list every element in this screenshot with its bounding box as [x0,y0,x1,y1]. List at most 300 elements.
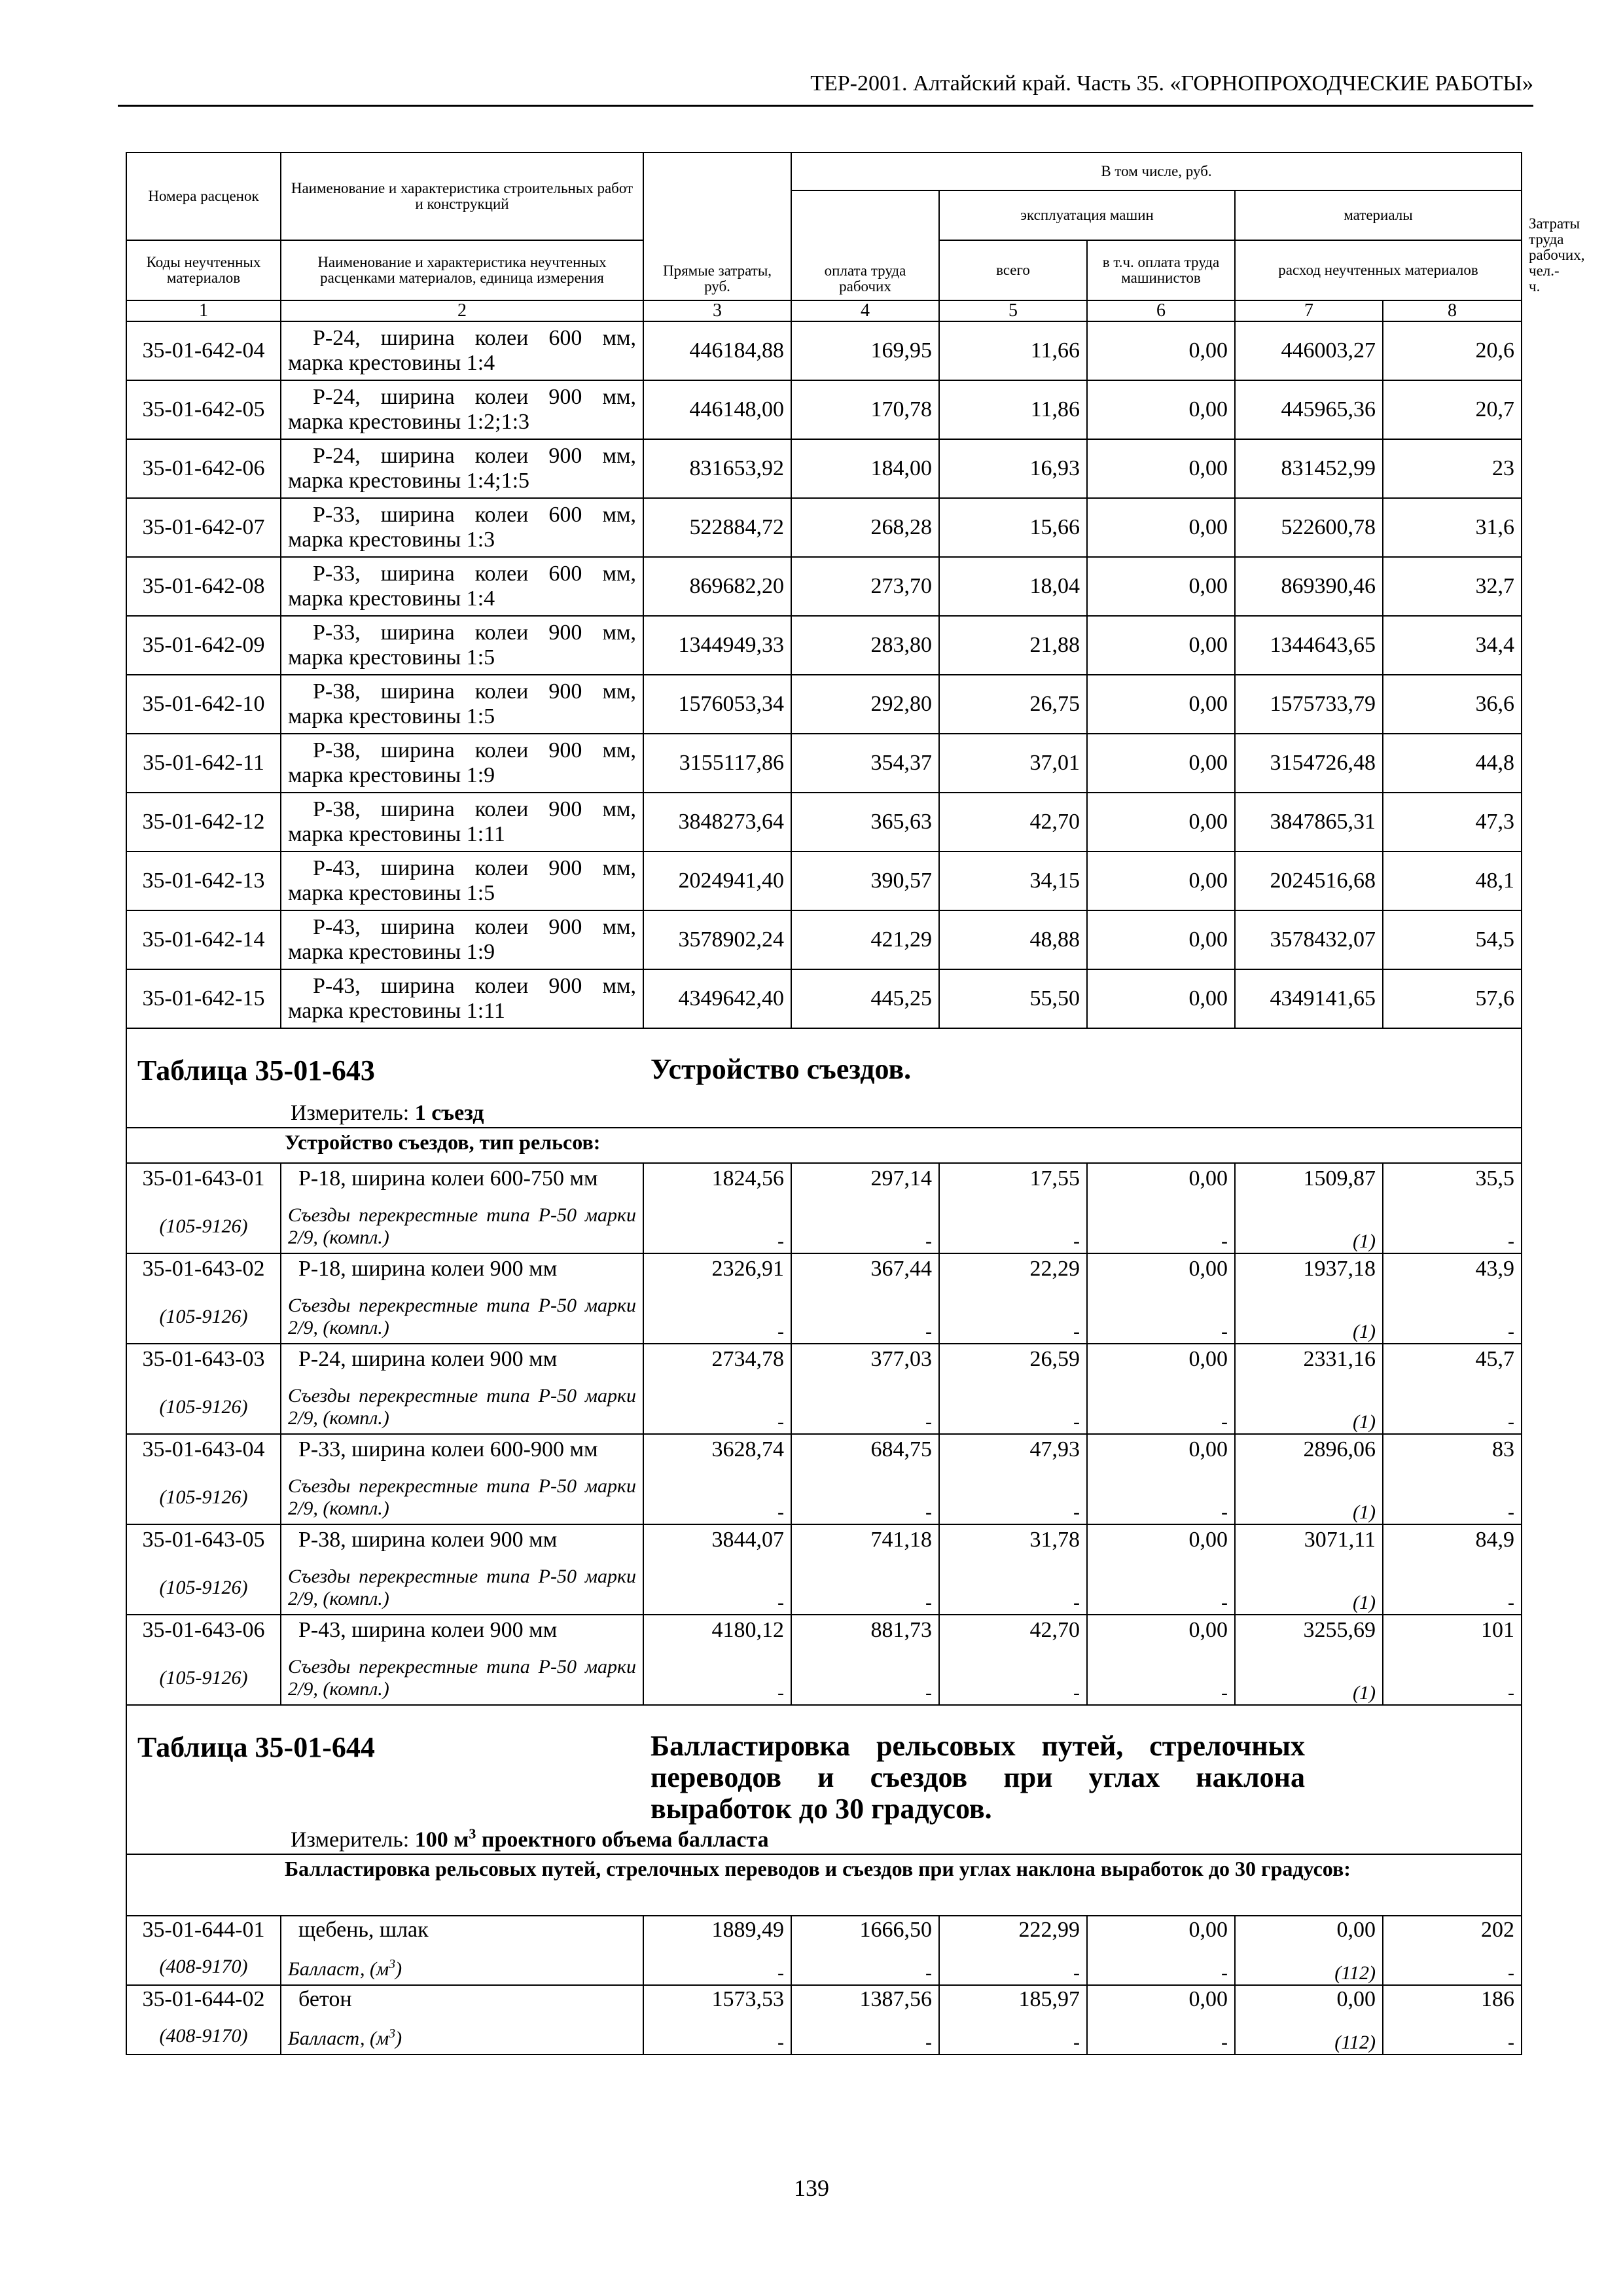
value-c6: 0,00 [1087,439,1235,498]
material-qty: (1) [1235,1562,1383,1615]
rate-code: 35-01-642-05 [126,380,281,439]
material-name: Съезды перекрестные типа Р-50 марки 2/9, (компл.) [281,1381,643,1434]
rate-code: 35-01-642-11 [126,734,281,793]
column-number: 2 [281,300,643,321]
value-c7: 3154726,48 [1235,734,1383,793]
value-c3: 446148,00 [643,380,791,439]
empty-cell: - [1383,2018,1522,2054]
empty-cell: - [939,2018,1087,2054]
unit-rest: проектного объема балласта [476,1827,769,1852]
value-c3: 3628,74 [643,1434,791,1471]
value-c3: 1344949,33 [643,616,791,675]
work-name: Р-33, ширина колеи 600-900 мм [281,1434,643,1471]
running-header: ТЕР-2001. Алтайский край. Часть 35. «ГОРНОПРОХОДЧЕСКИЕ РАБОТЫ» [118,71,1533,107]
col-machines-total-header: всего [939,240,1087,300]
work-name: Р-18, ширина колеи 600-750 мм [281,1163,643,1200]
unit-of-measure [291,1825,769,1852]
rate-code: 35-01-643-05 [126,1524,281,1562]
work-name-line2: марка крестовины 1:5 [288,881,495,905]
empty-cell: - [791,1652,939,1705]
value-c6: 0,00 [1087,557,1235,616]
work-name [281,321,643,380]
value-c5: 37,01 [939,734,1087,793]
work-name-line2: марка крестовины 1:11 [288,822,505,846]
material-qty: (1) [1235,1381,1383,1434]
work-name: Р-18, ширина колеи 900 мм [281,1253,643,1291]
work-name [281,498,643,557]
value-c7: 869390,46 [1235,557,1383,616]
value-c7: 3071,11 [1235,1524,1383,1562]
table-row [126,1253,1522,1291]
table-row [126,557,1522,616]
value-c3: 831653,92 [643,439,791,498]
value-c7: 0,00 [1235,1916,1383,1949]
value-c3: 1576053,34 [643,675,791,734]
subheading-spacer [126,1128,281,1163]
value-c8: 36,6 [1383,675,1522,734]
unit-value: 1 съезд [414,1101,484,1125]
work-name: бетон [281,1985,643,2018]
value-c8: 54,5 [1383,910,1522,969]
value-c5: 222,99 [939,1916,1087,1949]
table-title: Балластировка рельсовых путей, стрелочных переводов и съездов при углах наклона выработок до 30 градусов. [651,1730,1305,1825]
work-name-line2: марка крестовины 1:4 [288,586,495,611]
empty-cell: - [939,1652,1087,1705]
col-incl-header: В том числе, руб. [791,152,1522,190]
value-c6: 0,00 [1087,380,1235,439]
empty-cell: - [643,2018,791,2054]
value-c6: 0,00 [1087,616,1235,675]
column-number: 7 [1235,300,1383,321]
value-c6: 0,00 [1087,734,1235,793]
empty-cell: - [939,1562,1087,1615]
value-c6: 0,00 [1087,321,1235,380]
material-qty: (1) [1235,1291,1383,1344]
rate-code: 35-01-642-09 [126,616,281,675]
value-c7: 3255,69 [1235,1615,1383,1652]
material-row [126,1291,1522,1344]
subheading: Устройство съездов, тип рельсов: [281,1128,1522,1163]
rates-table: Номера расценок Наименование и характеристика строительных работ и конструкций Прямые затраты, руб. В том числе, руб. Затраты труда рабочих, чел.-ч. оплата труда рабочих эксплуатация машин материалы Коды неучтенных материалов Наименование и характеристика неучтенных расценками материалов, единица измерения всего в т.ч. оплата труда машинистов расход неучтенных материалов 1 2 3 4 5 6 7 8 35-01-642-04 Р-24, ширина колеи 600 мм, марка крестовины 1:4 446184,88 169,95 11,66 0,00 446003,27 20,6 35-01-642-05 Р-24, ширина колеи 900 мм, марка крестовины 1:2;1:3 446148,00 170,78 11,86 0,00 445965,36 20,7 35-01-642-06 Р-24, ширина колеи 900 мм, марка крестовины 1:4;1:5 831653,92 184,00 16,93 0,00 831452,99 23 35-01-642-07 Р-33, ширина колеи 600 мм, марка крестовины 1:3 522884,72 268,28 15,66 0,00 522600,78 31,6 35-01-642-08 Р-33, ширина колеи 600 мм, марка крестовины 1:4 869682,20 273,70 18,04 0,00 869390,46 32,7 35-01-642-09 Р-33, ширина колеи 900 мм, марка крестовины 1:5 1344949,33 283,80 21,88 0,00 1344643,65 34,4 35-01-642-10 Р-38, ширина колеи 900 мм, марка крестовины 1:5 1576053,34 292,80 26,75 0,00 1575733,79 36,6 35-01-642-11 Р-38, ширина колеи 900 мм, марка крестовины 1:9 3155117,86 354,37 37,01 0,00 3154726,48 44,8 35-01-642-12 Р-38, ширина колеи 900 мм, марка крестовины 1:11 3848273,64 365,63 42,70 0,00 3847865,31 47,3 35-01-642-13 Р-43, ширина колеи 900 мм, марка крестовины 1:5 2024941,40 390,57 34,15 0,00 2024516,68 48,1 35-01-642-14 Р-43, ширина колеи 900 мм, марка крестовины 1:9 3578902,24 421,29 48,88 0,00 3578432,07 54,5 35-01-642-15 Р-43, ширина колеи 900 мм, марка крестовины 1:11 4349642,40 445,25 55,50 0,00 4349141,65 57,6 Таблица 35-01-643 Устройство съездов. Измеритель: 1 съезд Устройство съездов, тип рельсов: 35-01-643-01 Р-18, ширина колеи 600-750 мм 1824,56 297,14 17,55 0,00 1509,87 35,5 (105-9126) Съезды перекрестные типа Р-50 марки 2/9, (компл.) - - - - (1) - 35-01-643-02 Р-18, ширина колеи 900 мм 2326,91 367,44 22,29 0,00 1937,18 43,9 (105-9126) Съезды перекрестные типа Р-50 марки 2/9, (компл.) - - - - (1) - 35-01-643-03 Р-24, ширина колеи 900 мм 2734,78 377,03 26,59 0,00 2331,16 45,7 (105-9126) Съезды перекрестные типа Р-50 марки 2/9, (компл.) - - - - (1) - 35-01-643-04 Р-33, ширина колеи 600-900 мм 3628,74 684,75 47,93 0,00 2896,06 83 (105-9126) Съезды перекрестные типа Р-50 марки 2/9, (компл.) - - - - (1) - 35-01-643-05 Р-38, ширина колеи 900 мм 3844,07 741,18 31,78 0,00 3071,11 84,9 (105-9126) Съезды перекрестные типа Р-50 марки 2/9, (компл.) - - - - (1) - 35-01-643-06 Р-43, ширина колеи 900 мм 4180,12 881,73 42,70 0,00 3255,69 101 (105-9126) Съезды перекрестные типа Р-50 марки 2/9, (компл.) - - - - (1) - Таблица 35-01-644 Балластировка рельсовых путей, стрелочных переводов и съездов при углах наклона выработок до 30 градусов. Измеритель: 100 $м^3$ проектного объема балласта Балластировка рельсовых путей, стрелочных переводов и съездов при углах наклона выработок до 30 градусов: 35-01-644-01 щебень, шлак 1889,49 1666,50 222,99 0,00 0,00 202 (408-9170) Балласт, $(м^3)$ - - - - (112) - 35-01-644-02 бетон 1573,53 1387,56 185,97 0,00 0,00 186 (408-9170) Балласт, $(м^3)$ - - - - (112) - [126,152,1522,2055]
material-name: Съезды перекрестные типа Р-50 марки 2/9, (компл.) [281,1562,643,1615]
section-header-row [126,1705,1522,1854]
work-name [281,734,643,793]
section-title-block [127,1029,1521,1127]
material-qty: (112) [1235,2018,1383,2054]
material-name-text: Балласт, (м [288,2028,389,2049]
value-c5: 48,88 [939,910,1087,969]
value-c7: 1575733,79 [1235,675,1383,734]
rate-code: 35-01-643-01 [126,1163,281,1200]
table-row [126,910,1522,969]
value-c5: 11,66 [939,321,1087,380]
table-row [126,852,1522,910]
value-c6: 0,00 [1087,675,1235,734]
empty-cell: - [643,1200,791,1253]
value-c7: 4349141,65 [1235,969,1383,1028]
value-c5: 11,86 [939,380,1087,439]
value-c8: 83 [1383,1434,1522,1471]
value-c8: 202 [1383,1916,1522,1949]
value-c4: 390,57 [791,852,939,910]
column-number: 8 [1383,300,1522,321]
work-name-line2: марка крестовины 1:5 [288,645,495,670]
value-c5: 42,70 [939,793,1087,852]
value-c6: 0,00 [1087,910,1235,969]
material-name: Съезды перекрестные типа Р-50 марки 2/9, (компл.) [281,1652,643,1705]
section-header-row [126,1028,1522,1128]
empty-cell: - [1087,1200,1235,1253]
value-c3: 1889,49 [643,1916,791,1949]
material-qty: (112) [1235,1949,1383,1985]
empty-cell: - [643,1291,791,1344]
material-qty: (1) [1235,1652,1383,1705]
value-c8: 47,3 [1383,793,1522,852]
value-c6: 0,00 [1087,1163,1235,1200]
material-code: (105-9126) [126,1200,281,1253]
material-name-close: ) [395,1958,402,1980]
material-row [126,1652,1522,1705]
value-c8: 101 [1383,1615,1522,1652]
work-name-line1: Р-24, ширина колеи 900 мм, [313,385,636,409]
empty-cell: - [939,1200,1087,1253]
value-c4: 268,28 [791,498,939,557]
value-c5: 26,75 [939,675,1087,734]
value-c5: 55,50 [939,969,1087,1028]
value-c5: 26,59 [939,1344,1087,1381]
work-name-line2: марка крестовины 1:9 [288,940,495,964]
rate-code: 35-01-642-08 [126,557,281,616]
value-c7: 1937,18 [1235,1253,1383,1291]
value-c3: 3578902,24 [643,910,791,969]
value-c4: 741,18 [791,1524,939,1562]
work-name: Р-24, ширина колеи 900 мм [281,1344,643,1381]
material-row [126,1471,1522,1524]
value-c4: 421,29 [791,910,939,969]
material-code: (105-9126) [126,1562,281,1615]
value-c8: 31,6 [1383,498,1522,557]
value-c4: 1666,50 [791,1916,939,1949]
value-c8: 20,7 [1383,380,1522,439]
value-c7: 3578432,07 [1235,910,1383,969]
value-c6: 0,00 [1087,1344,1235,1381]
material-qty: (1) [1235,1200,1383,1253]
column-number: 5 [939,300,1087,321]
value-c4: 365,63 [791,793,939,852]
value-c4: 367,44 [791,1253,939,1291]
table-row [126,1916,1522,1949]
material-name: Съезды перекрестные типа Р-50 марки 2/9, (компл.) [281,1291,643,1344]
material-unit-sup: 3 [389,2026,396,2041]
empty-cell: - [643,1652,791,1705]
column-number: 1 [126,300,281,321]
work-name [281,557,643,616]
table-row [126,321,1522,380]
empty-cell: - [791,1471,939,1524]
value-c8: 44,8 [1383,734,1522,793]
empty-cell: - [791,1562,939,1615]
rate-code: 35-01-642-13 [126,852,281,910]
material-name [281,2018,643,2054]
value-c8: 45,7 [1383,1344,1522,1381]
empty-cell: - [1087,1562,1235,1615]
empty-cell: - [1383,1652,1522,1705]
work-name-line1: Р-33, ширина колеи 600 мм, [313,562,636,586]
value-c3: 446184,88 [643,321,791,380]
empty-cell: - [791,1291,939,1344]
subheading-row [126,1854,1522,1916]
work-name-line1: Р-38, ширина колеи 900 мм, [313,797,636,821]
rate-code: 35-01-642-12 [126,793,281,852]
work-name [281,616,643,675]
section-title-block [127,1706,1521,1854]
col-wages-header: оплата труда рабочих [791,190,939,300]
value-c5: 18,04 [939,557,1087,616]
value-c8: 43,9 [1383,1253,1522,1291]
table-row [126,793,1522,852]
empty-cell: - [1087,1291,1235,1344]
table-row [126,734,1522,793]
value-c5: 42,70 [939,1615,1087,1652]
subheading: Балластировка рельсовых путей, стрелочных переводов и съездов при углах наклона выработок до 30 градусов: [281,1854,1522,1916]
value-c7: 3847865,31 [1235,793,1383,852]
value-c4: 273,70 [791,557,939,616]
material-name [281,1949,643,1985]
table-row [126,1344,1522,1381]
value-c3: 1824,56 [643,1163,791,1200]
value-c8: 48,1 [1383,852,1522,910]
value-c6: 0,00 [1087,1985,1235,2018]
col-code-header: Номера расценок [126,152,281,240]
value-c7: 1344643,65 [1235,616,1383,675]
page-number: 139 [794,2175,829,2201]
table-row [126,969,1522,1028]
table-row [126,380,1522,439]
col-machines-header: эксплуатация машин [939,190,1235,240]
material-qty: (1) [1235,1471,1383,1524]
col-unaccounted-code-header: Коды неучтенных материалов [126,240,281,300]
value-c3: 4180,12 [643,1615,791,1652]
table-row [126,1524,1522,1562]
value-c3: 4349642,40 [643,969,791,1028]
work-name-line1: Р-24, ширина колеи 600 мм, [313,326,636,350]
table-row [126,675,1522,734]
value-c5: 22,29 [939,1253,1087,1291]
rate-code: 35-01-644-02 [126,1985,281,2018]
section-header [126,1028,1522,1128]
material-name-text: Балласт, (м [288,1958,389,1980]
value-c5: 34,15 [939,852,1087,910]
rate-code: 35-01-642-15 [126,969,281,1028]
rate-code: 35-01-643-04 [126,1434,281,1471]
value-c7: 446003,27 [1235,321,1383,380]
material-row [126,2018,1522,2054]
value-c3: 2326,91 [643,1253,791,1291]
material-unit-sup: 3 [389,1957,396,1971]
empty-cell: - [1087,2018,1235,2054]
material-name-close: ) [395,2028,402,2049]
value-c3: 522884,72 [643,498,791,557]
value-c4: 169,95 [791,321,939,380]
col-name-header: Наименование и характеристика строительных работ и конструкций [281,152,643,240]
work-name [281,852,643,910]
work-name-line2: марка крестовины 1:2;1:3 [288,410,530,434]
column-number: 4 [791,300,939,321]
empty-cell: - [791,1381,939,1434]
value-c7: 2331,16 [1235,1344,1383,1381]
work-name: Р-43, ширина колеи 900 мм [281,1615,643,1652]
value-c4: 684,75 [791,1434,939,1471]
empty-cell: - [1383,1471,1522,1524]
value-c4: 377,03 [791,1344,939,1381]
rate-code: 35-01-643-06 [126,1615,281,1652]
value-c4: 1387,56 [791,1985,939,2018]
value-c8: 23 [1383,439,1522,498]
column-numbers-row [126,300,1522,321]
unit-value: 100 м [414,1827,469,1852]
subheading-row [126,1128,1522,1163]
work-name [281,969,643,1028]
empty-cell: - [1087,1381,1235,1434]
work-name-line1: Р-43, ширина колеи 900 мм, [313,915,636,939]
material-code: (408-9170) [126,2018,281,2054]
work-name: Р-38, ширина колеи 900 мм [281,1524,643,1562]
value-c3: 2734,78 [643,1344,791,1381]
value-c6: 0,00 [1087,1916,1235,1949]
work-name-line1: Р-33, ширина колеи 600 мм, [313,503,636,527]
work-name-line2: марка крестовины 1:5 [288,704,495,728]
work-name-line2: марка крестовины 1:3 [288,528,495,552]
empty-cell: - [1383,1562,1522,1615]
work-name-line1: Р-38, ширина колеи 900 мм, [313,738,636,762]
value-c4: 292,80 [791,675,939,734]
value-c4: 283,80 [791,616,939,675]
value-c7: 0,00 [1235,1985,1383,2018]
empty-cell: - [791,1200,939,1253]
table-row [126,1163,1522,1200]
empty-cell: - [939,1949,1087,1985]
work-name-line1: Р-43, ширина колеи 900 мм, [313,856,636,880]
value-c7: 831452,99 [1235,439,1383,498]
value-c4: 170,78 [791,380,939,439]
material-row [126,1562,1522,1615]
work-name [281,675,643,734]
value-c4: 881,73 [791,1615,939,1652]
rate-code: 35-01-642-06 [126,439,281,498]
rate-code: 35-01-642-04 [126,321,281,380]
material-row [126,1381,1522,1434]
col-unaccounted-name-header: Наименование и характеристика неучтенных расценками материалов, единица измерения [281,240,643,300]
work-name-line2: марка крестовины 1:11 [288,999,505,1023]
value-c4: 297,14 [791,1163,939,1200]
empty-cell: - [1383,1200,1522,1253]
value-c6: 0,00 [1087,498,1235,557]
value-c5: 15,66 [939,498,1087,557]
empty-cell: - [643,1949,791,1985]
table-row [126,439,1522,498]
value-c5: 31,78 [939,1524,1087,1562]
work-name-line1: Р-24, ширина колеи 900 мм, [313,444,636,468]
table-label: Таблица 35-01-644 [137,1731,375,1763]
unit-sup: 3 [469,1825,476,1842]
work-name-line2: марка крестовины 1:4;1:5 [288,469,530,493]
rate-code: 35-01-642-10 [126,675,281,734]
table-row [126,498,1522,557]
empty-cell: - [643,1471,791,1524]
value-c8: 20,6 [1383,321,1522,380]
value-c4: 445,25 [791,969,939,1028]
table-row [126,1615,1522,1652]
value-c7: 445965,36 [1235,380,1383,439]
empty-cell: - [1383,1291,1522,1344]
material-code: (105-9126) [126,1381,281,1434]
section-header [126,1705,1522,1854]
rate-code: 35-01-642-14 [126,910,281,969]
work-name-line1: Р-43, ширина колеи 900 мм, [313,974,636,998]
value-c8: 84,9 [1383,1524,1522,1562]
table-row [126,616,1522,675]
work-name [281,439,643,498]
empty-cell: - [939,1291,1087,1344]
unit-of-measure [291,1101,484,1126]
table-row [126,1434,1522,1471]
unit-prefix: Измеритель: [291,1827,410,1852]
rate-code: 35-01-644-01 [126,1916,281,1949]
material-name: Съезды перекрестные типа Р-50 марки 2/9, (компл.) [281,1471,643,1524]
material-code: (105-9126) [126,1291,281,1344]
value-c7: 2896,06 [1235,1434,1383,1471]
value-c3: 3155117,86 [643,734,791,793]
col-operator-wages-header: в т.ч. оплата труда машинистов [1087,240,1235,300]
work-name: щебень, шлак [281,1916,643,1949]
value-c3: 1573,53 [643,1985,791,2018]
value-c3: 2024941,40 [643,852,791,910]
material-code: (105-9126) [126,1471,281,1524]
value-c8: 186 [1383,1985,1522,2018]
value-c8: 57,6 [1383,969,1522,1028]
rate-code: 35-01-643-03 [126,1344,281,1381]
work-name [281,910,643,969]
value-c6: 0,00 [1087,1434,1235,1471]
empty-cell: - [643,1562,791,1615]
rate-code: 35-01-642-07 [126,498,281,557]
value-c7: 1509,87 [1235,1163,1383,1200]
material-code: (105-9126) [126,1652,281,1705]
empty-cell: - [791,1949,939,1985]
value-c6: 0,00 [1087,1524,1235,1562]
work-name [281,793,643,852]
value-c3: 3844,07 [643,1524,791,1562]
work-name-line1: Р-38, ширина колеи 900 мм, [313,679,636,704]
value-c3: 869682,20 [643,557,791,616]
value-c8: 35,5 [1383,1163,1522,1200]
subheading-spacer [126,1854,281,1916]
value-c5: 185,97 [939,1985,1087,2018]
work-name-line1: Р-33, ширина колеи 900 мм, [313,620,636,645]
column-number: 6 [1087,300,1235,321]
table-label: Таблица 35-01-643 [137,1054,375,1086]
value-c5: 47,93 [939,1434,1087,1471]
col-unaccounted-materials-header: расход неучтенных материалов [1235,240,1522,300]
empty-cell: - [1087,1949,1235,1985]
value-c8: 32,7 [1383,557,1522,616]
work-name-line2: марка крестовины 1:4 [288,351,495,375]
value-c5: 21,88 [939,616,1087,675]
work-name-line2: марка крестовины 1:9 [288,763,495,787]
material-name: Съезды перекрестные типа Р-50 марки 2/9, (компл.) [281,1200,643,1253]
empty-cell: - [1087,1471,1235,1524]
value-c5: 17,55 [939,1163,1087,1200]
